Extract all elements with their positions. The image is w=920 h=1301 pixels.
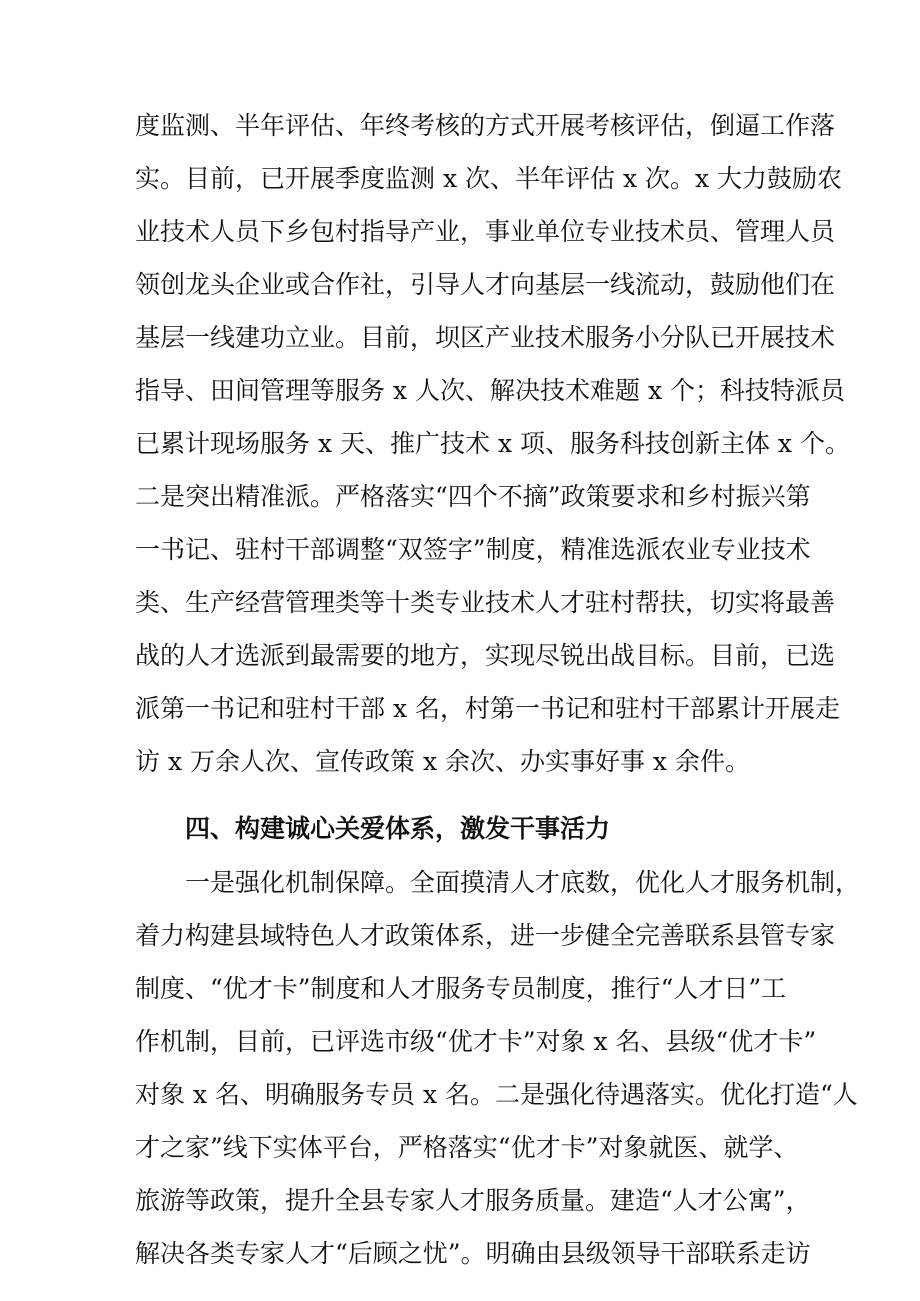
paragraph-line: 对象 x 名、明确服务专员 x 名。二是强化待遇落实。优化打造“人 (135, 1080, 858, 1109)
paragraph-line: 才之家”线下实体平台，严格落实“优才卡”对象就医、就学、 (135, 1133, 799, 1162)
paragraph-line: 领创龙头企业或合作社，引导人才向基层一线流动，鼓励他们在 (135, 270, 836, 299)
paragraph-line: 实。目前，已开展季度监测 x 次、半年评估 x 次。x 大力鼓励农 (135, 164, 843, 193)
paragraph-line: 二是突出精准派。严格落实“四个不摘”政策要求和乡村振兴第 (135, 482, 811, 511)
paragraph-line: 已累计现场服务 x 天、推广技术 x 项、服务科技创新主体 x 个。 (135, 429, 850, 458)
paragraph-line: 解决各类专家人才“后顾之忧”。明确由县级领导干部联系走访 (135, 1239, 811, 1268)
paragraph-line: 旅游等政策，提升全县专家人才服务质量。建造“人才公寓”， (135, 1186, 811, 1215)
paragraph-line: 访 x 万余人次、宣传政策 x 余次、办实事好事 x 余件。 (135, 747, 750, 776)
paragraph-line: 类、生产经营管理类等十类专业技术人才驻村帮扶，切实将最善 (135, 588, 836, 617)
paragraph-line: 战的人才选派到最需要的地方，实现尽锐出战目标。目前，已选 (135, 641, 836, 670)
paragraph-line: 派第一书记和驻村干部 x 名，村第一书记和驻村干部累计开展走 (135, 694, 840, 723)
paragraph-line: 基层一线建功立业。目前，坝区产业技术服务小分队已开展技术 (135, 323, 836, 352)
paragraph-line: 一是强化机制保障。全面摸清人才底数，优化人才服务机制， (185, 868, 861, 897)
paragraph-line: 指导、田间管理等服务 x 人次、解决技术难题 x 个；科技特派员 (135, 376, 845, 405)
paragraph-line: 一书记、驻村干部调整“双签字”制度，精准选派农业专业技术 (135, 535, 811, 564)
paragraph-line: 制度、“优才卡”制度和人才服务专员制度，推行“人才日”工 (135, 974, 787, 1003)
paragraph-line: 度监测、半年评估、年终考核的方式开展考核评估，倒逼工作落 (135, 111, 836, 140)
paragraph-line: 作机制，目前，已评选市级“优才卡”对象 x 名、县级“优才卡” (135, 1027, 817, 1056)
paragraph-line: 着力构建县域特色人才政策体系，进一步健全完善联系县管专家 (135, 921, 836, 950)
section-heading: 四、构建诚心关爱体系，激发干事活力 (185, 814, 611, 843)
paragraph-line: 业技术人员下乡包村指导产业，事业单位专业技术员、管理人员 (135, 217, 836, 246)
